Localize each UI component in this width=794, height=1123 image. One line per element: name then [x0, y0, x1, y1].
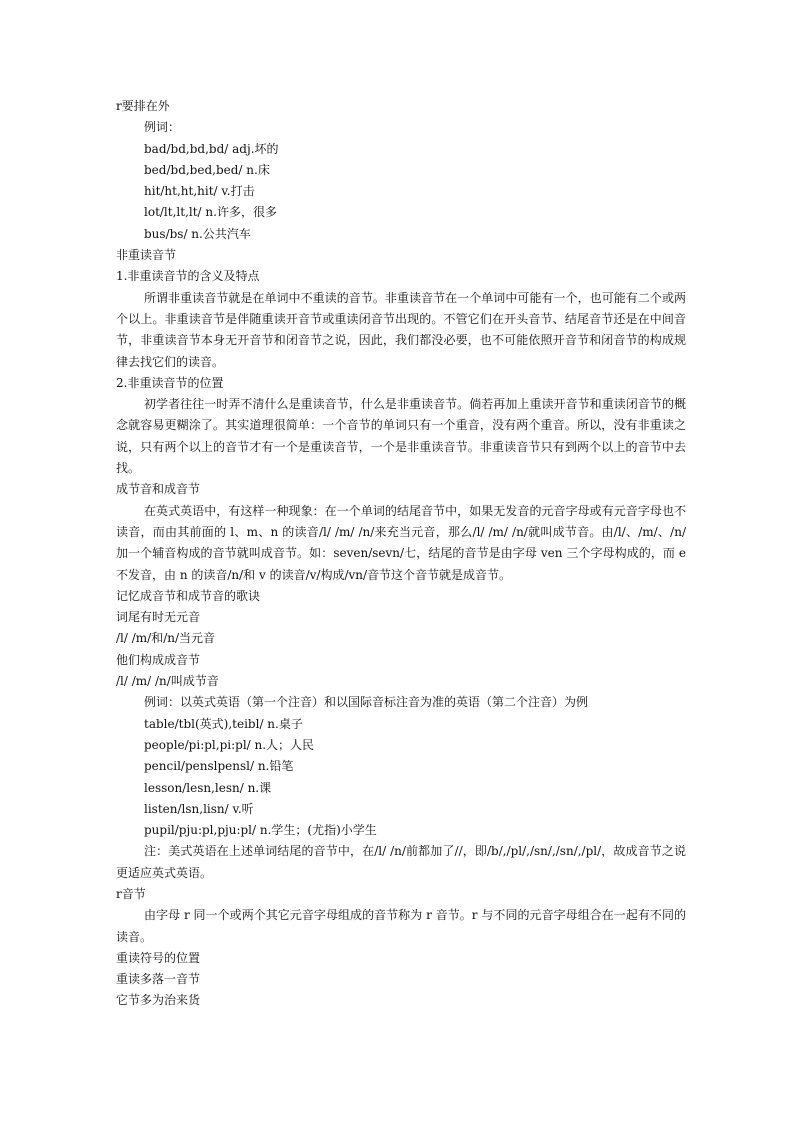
example-word: bed/bd,bed,bed/ n.床 [144, 162, 270, 177]
paragraph: 初学者往往一时弄不清什么是重读音节，什么是非重读音节。倘若再加上重读开音节和重读闭音节的概念就容易更糊涂了。其实道理很简单：一个音节的单词只有一个重音，没有两个重音。所以，没有非重读之说，只有两个以上的音节才有一个是重读音节，一个是非重读音节。非重读音节只有到两个以上的音节中去找。 [116, 397, 686, 476]
rhyme-line: /l/ /m/ /n/叫成节音 [116, 674, 219, 689]
example-word: pencil/penslpensl/ n.铅笔 [144, 759, 294, 774]
rhyme-line: 他们构成成音节 [116, 652, 201, 667]
paragraph: 在英式英语中，有这样一种现象：在一个单词的结尾音节中，如果无发音的元音字母或有元音字母也不读音，而由其前面的 l、m、n 的读音/l/ /m/ /n/来充当元音，那么/l/ /m/ /n/就叫成节音。由/l/、/m/、/n/加一个辅音构成的音节就叫成音节。如：seven/sevn/七，结尾的音节是由字母 ven 三个字母构成的，而 e 不发音，由 n 的读音/n/和 v 的读音/v/构成/vn/音节这个音节就是成音节。 [116, 503, 686, 582]
section-heading: 成节音和成音节 [116, 482, 201, 497]
example-word: listen/lsn,lisn/ v.听 [144, 801, 254, 816]
text-line: 它节多为治来货 [116, 993, 201, 1008]
section-heading: 记忆成音节和成节音的歌诀 [116, 588, 261, 603]
document-page [116, 96, 686, 1012]
example-word: table/tbl(英式),teibl/ n.桌子 [144, 716, 303, 731]
rhyme-line: 词尾有时无元音 [116, 610, 201, 625]
subsection-heading: 2.非重读音节的位置 [116, 375, 224, 390]
section-heading: r音节 [116, 886, 146, 901]
text-line: 重读多落一音节 [116, 972, 201, 987]
section-heading: 非重读音节 [116, 248, 177, 263]
example-word: bad/bd,bd,bd/ adj.坏的 [144, 141, 279, 156]
example-word: pupil/pju:pl,pju:pl/ n.学生；(尤指)小学生 [144, 823, 377, 838]
example-word: lot/lt,lt,lt/ n.许多，很多 [144, 205, 277, 220]
note-paragraph: 注：美式英语在上述单词结尾的音节中，在/l/ /n/前都加了//，即/b/,/pl/,/sn/,/sn/,/pl/，故成音节之说更适应英式英语。 [116, 844, 686, 880]
example-word: bus/bs/ n.公共汽车 [144, 226, 251, 241]
example-heading: 例词： [144, 120, 181, 135]
example-word: hit/ht,ht,hit/ v.打击 [144, 184, 255, 199]
paragraph: 所谓非重读音节就是在单词中不重读的音节。非重读音节在一个单词中可能有一个，也可能有二个或两个以上。非重读音节是伴随重读开音节或重读闭音节出现的。不管它们在开头音节、结尾音节还是在中间音节，非重读音节本身无开音节和闭音节之说，因此，我们都没必要，也不可能依照开音节和闭音节的构成规律去找它们的读音。 [116, 290, 686, 369]
subsection-heading: 1.非重读音节的含义及特点 [116, 269, 260, 284]
example-word: lesson/lesn,lesn/ n.课 [144, 780, 272, 795]
example-word: people/pi:pl,pi:pl/ n.人；人民 [144, 737, 315, 752]
text-line: r要排在外 [116, 99, 170, 113]
example-heading: 例词：以英式英语（第一个注音）和以国际音标注音为准的英语（第二个注音）为例 [144, 695, 589, 710]
section-heading: 重读符号的位置 [116, 950, 201, 965]
rhyme-line: /l/ /m/和/n/当元音 [116, 631, 216, 646]
paragraph: 由字母 r 同一个或两个其它元音字母组成的音节称为 r 音节。r 与不同的元音字母组合在一起有不同的读音。 [116, 908, 686, 944]
